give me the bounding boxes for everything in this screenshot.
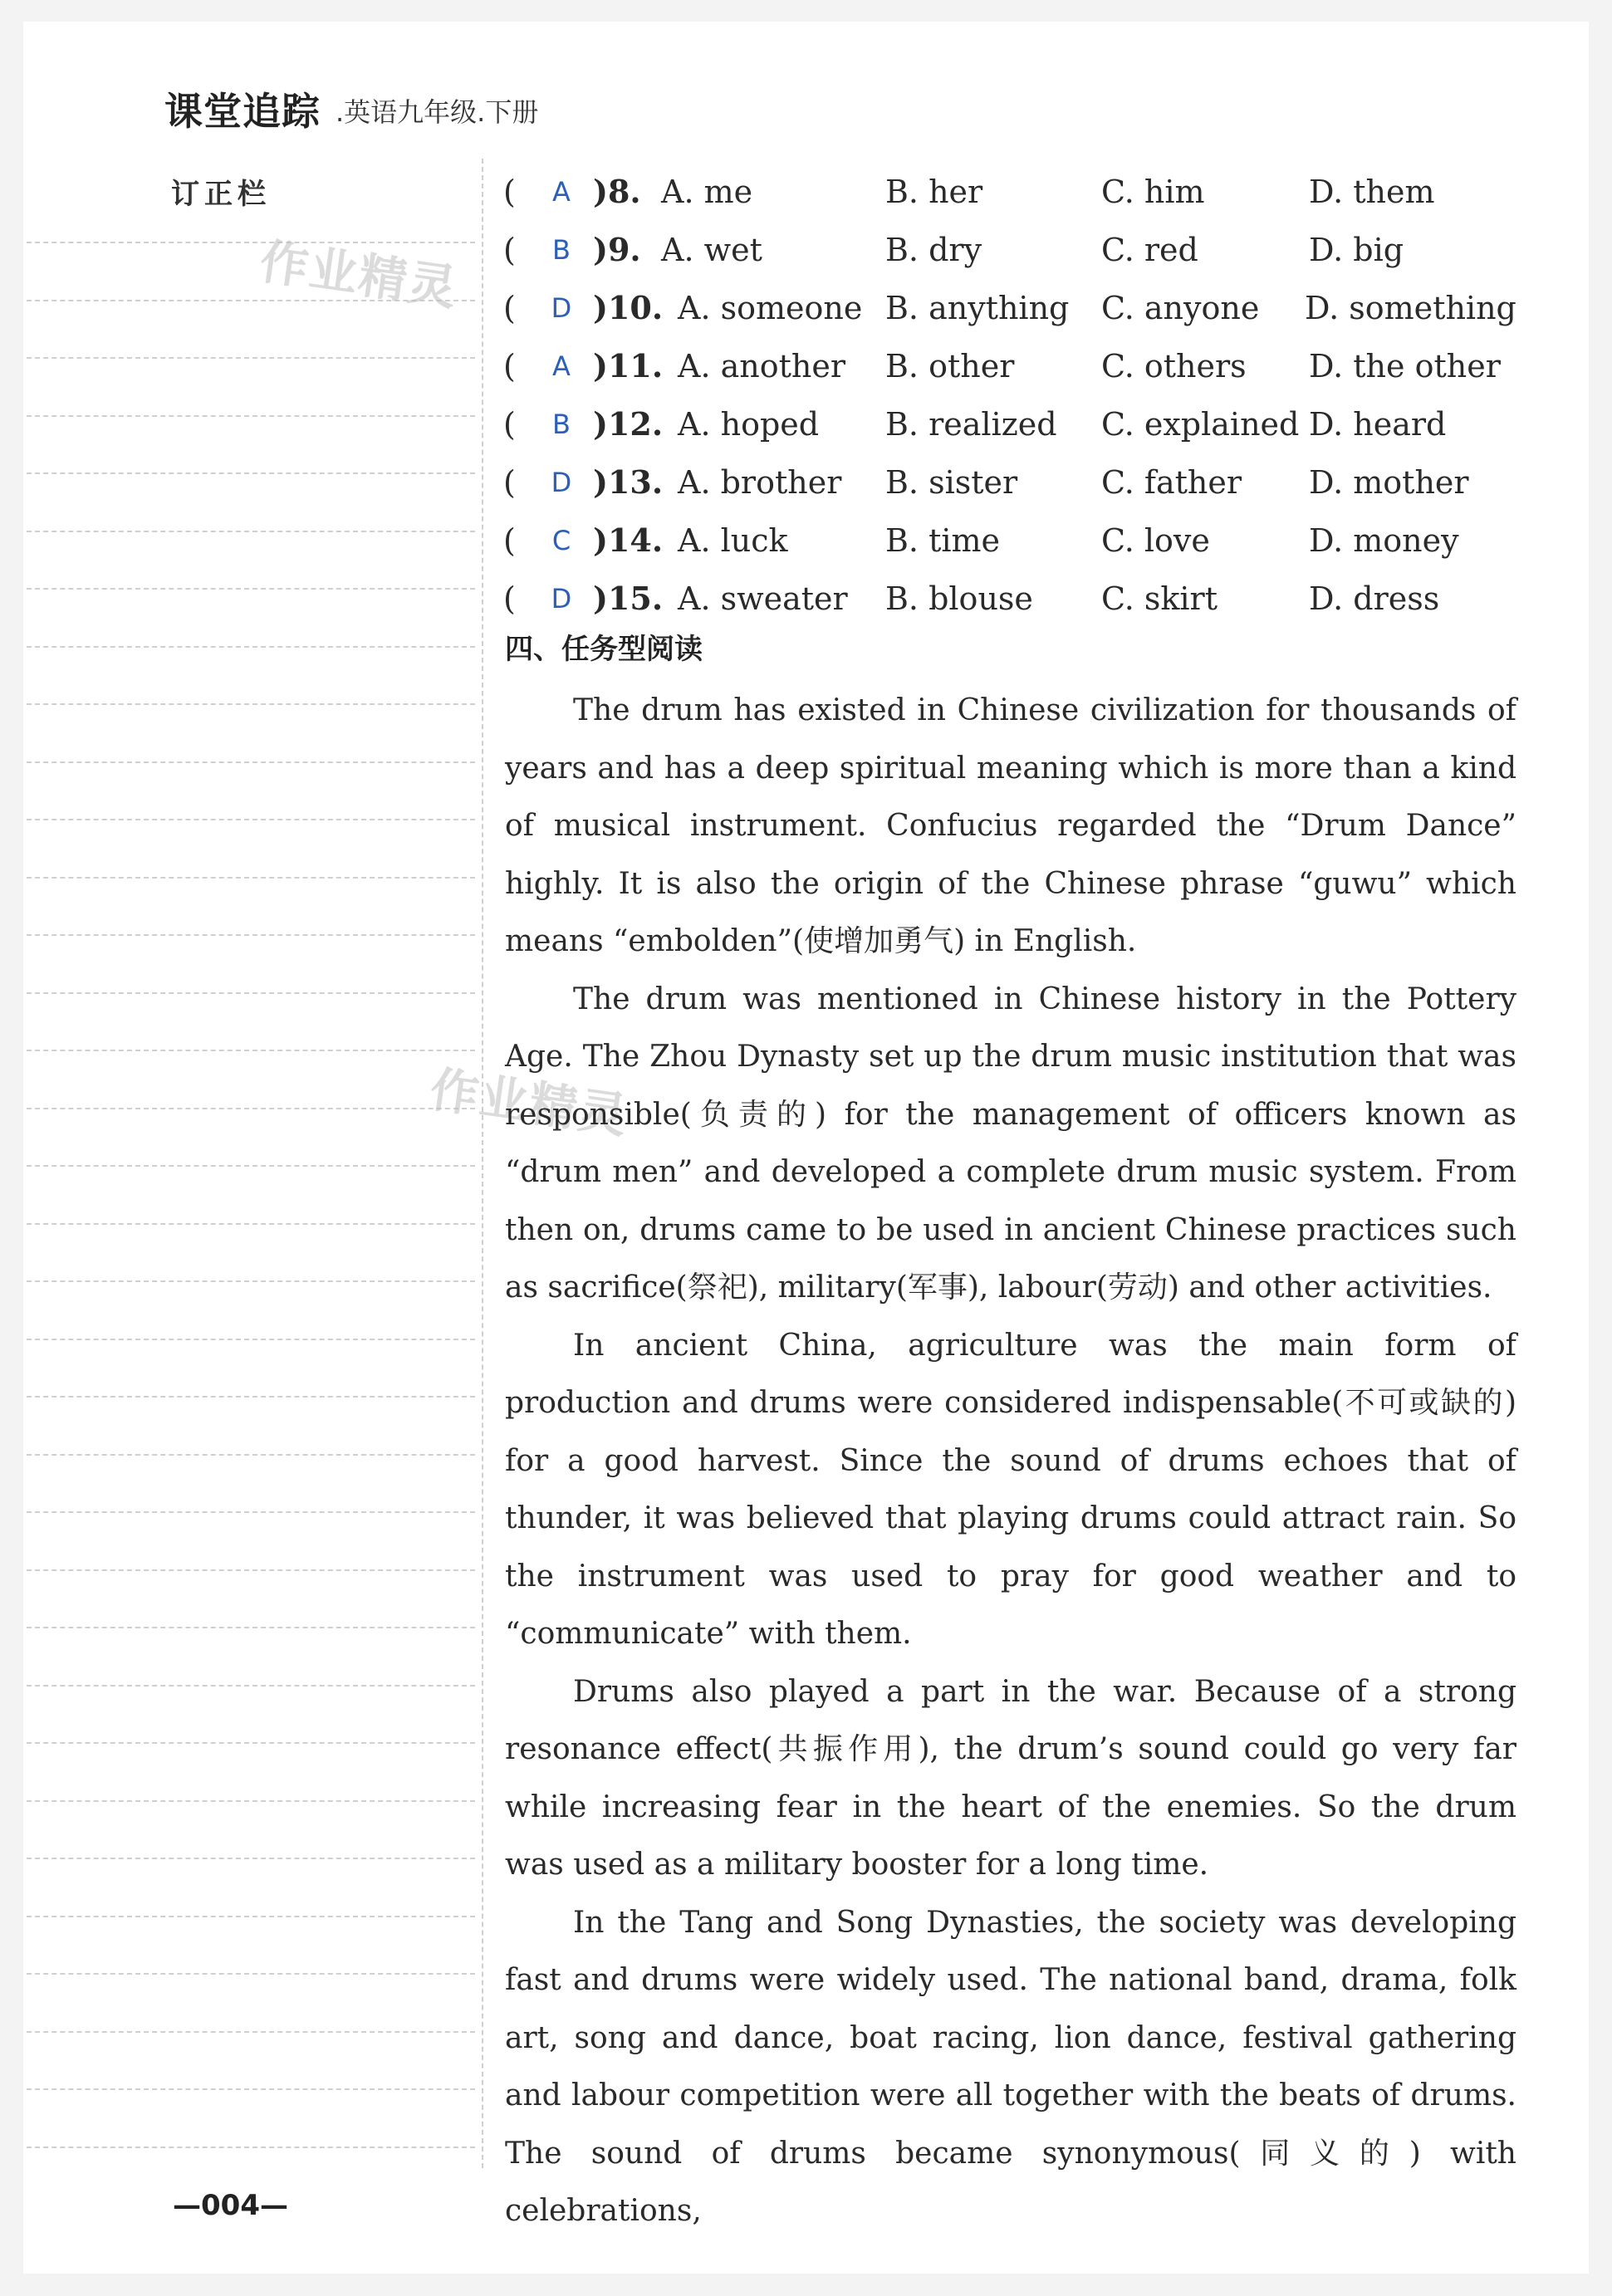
option-b: B. dry: [885, 232, 982, 268]
option-d: D. heard: [1309, 406, 1447, 443]
ruled-line: [27, 934, 475, 936]
ruled-line: [27, 472, 475, 474]
option-a: A. me: [661, 174, 753, 210]
option-a: A. someone: [678, 290, 863, 326]
option-c: C. others: [1101, 348, 1247, 384]
ruled-line: [27, 992, 475, 994]
option-a: A. sweater: [678, 580, 848, 617]
ruled-line: [27, 1280, 475, 1282]
option-a: A. another: [678, 348, 846, 384]
option-b: B. other: [885, 348, 1015, 384]
paragraph: In ancient China, agriculture was the main form of production and drums were considered indispensable(不可或缺的) for a good harvest. Since the sound of drums echoes that of thunder, it was believed that playing drums could attract rain. So the instrument was used to pray for good weather and to “communicate” with them.: [505, 1328, 1516, 1651]
book-subtitle: .英语九年级.下册: [336, 96, 539, 128]
option-c: C. him: [1101, 174, 1205, 210]
option-b: B. time: [885, 522, 1001, 559]
ruled-line: [27, 1223, 475, 1225]
ruled-line: [27, 2147, 475, 2148]
option-d: D. the other: [1309, 348, 1501, 384]
correction-ruled-lines: [27, 22, 475, 2214]
paragraph: In the Tang and Song Dynasties, the society was developing fast and drums were widely used. The national band, drama, folk art, song and dance, boat racing, lion dance, festival gathering and labour competition were all together with the beats of drums. The sound of drums became synonymous(同义的) with celebrations,: [505, 1905, 1516, 2228]
ruled-line: [27, 2088, 475, 2090]
ruled-line: [27, 415, 475, 417]
question-number: )8.: [593, 173, 641, 210]
option-c: C. father: [1101, 464, 1242, 501]
question-list: [503, 163, 1525, 628]
ruled-line: [27, 588, 475, 590]
answer-mark: B: [552, 409, 571, 440]
answer-mark: C: [551, 525, 571, 556]
answer-mark: D: [551, 292, 572, 324]
answer-mark: A: [552, 176, 571, 208]
question-number: )9.: [593, 231, 641, 268]
ruled-line: [27, 1973, 475, 1975]
ruled-line: [27, 1165, 475, 1167]
ruled-line: [27, 531, 475, 532]
question-number: )13.: [593, 463, 664, 501]
ruled-line: [27, 1569, 475, 1571]
ruled-line: [27, 1339, 475, 1340]
answer-mark: B: [552, 234, 571, 266]
option-b: B. anything: [885, 290, 1070, 326]
open-paren: (: [503, 406, 516, 443]
brand-title: 课堂追踪: [164, 89, 321, 134]
question-row: [503, 279, 1525, 337]
answer-mark: D: [551, 467, 572, 498]
question-number: )14.: [593, 521, 664, 559]
ruled-line: [27, 1396, 475, 1398]
option-a: A. luck: [678, 522, 788, 559]
paragraph: Drums also played a part in the war. Because of a strong resonance effect(共振作用), the drum’s sound could go very far while increasing fear in the heart of the enemies. So the drum was used as a military booster for a long time.: [505, 1674, 1516, 1882]
page: [23, 22, 1589, 2274]
question-number: )11.: [593, 347, 664, 384]
option-d: D. them: [1309, 174, 1435, 210]
question-row: [503, 395, 1525, 453]
question-number: )12.: [593, 405, 664, 443]
option-b: B. blouse: [885, 580, 1033, 617]
open-paren: (: [503, 290, 516, 326]
answer-mark: D: [551, 583, 572, 614]
option-c: C. love: [1101, 522, 1210, 559]
option-d: D. money: [1309, 522, 1459, 559]
ruled-line: [27, 1685, 475, 1687]
open-paren: (: [503, 232, 516, 268]
question-row: [503, 570, 1525, 628]
option-a: A. hoped: [678, 406, 820, 443]
question-number: )10.: [593, 289, 664, 326]
open-paren: (: [503, 174, 516, 210]
question-row: [503, 453, 1525, 512]
open-paren: (: [503, 522, 516, 559]
option-c: C. skirt: [1101, 580, 1218, 617]
option-b: B. realized: [885, 406, 1057, 443]
open-paren: (: [503, 348, 516, 384]
option-b: B. her: [885, 174, 983, 210]
option-c: C. anyone: [1101, 290, 1260, 326]
ruled-line: [27, 1858, 475, 1859]
ruled-line: [27, 1916, 475, 1917]
ruled-line: [27, 703, 475, 705]
option-d: D. big: [1309, 232, 1404, 268]
correction-column-label: 订正栏: [171, 178, 271, 211]
question-row: [503, 221, 1525, 279]
option-c: C. red: [1101, 232, 1198, 268]
paragraph: The drum has existed in Chinese civilization for thousands of years and has a deep spiritual meaning which is more than a kind of musical instrument. Confucius regarded the “Drum Dance” highly. It is also the origin of the Chinese phrase “guwu” which means “embolden”(使增加勇气) in English.: [505, 693, 1516, 958]
ruled-line: [27, 2031, 475, 2033]
option-d: D. mother: [1309, 464, 1469, 501]
question-row: [503, 337, 1525, 395]
watermark: 作业精灵: [256, 233, 462, 317]
ruled-line: [27, 357, 475, 359]
option-d: D. something: [1305, 290, 1516, 326]
reading-passage: [505, 682, 1516, 2240]
question-row: [503, 163, 1525, 221]
section-heading: 四、任务型阅读: [505, 633, 703, 666]
watermark: 作业精灵: [426, 1060, 632, 1145]
ruled-line: [27, 1511, 475, 1513]
paragraph: The drum was mentioned in Chinese history in the Pottery Age. The Zhou Dynasty set up the drum music institution that was responsible(负责的) for the management of officers known as “drum men” and developed a complete drum music system. From then on, drums came to be used in ancient Chinese practices such as sacrifice(祭祀), military(军事), labour(劳动) and other activities.: [505, 982, 1516, 1305]
ruled-line: [27, 1108, 475, 1109]
ruled-line: [27, 1742, 475, 1744]
option-b: B. sister: [885, 464, 1018, 501]
option-c: C. explained: [1101, 406, 1300, 443]
ruled-line: [27, 761, 475, 763]
ruled-line: [27, 877, 475, 879]
column-divider: [482, 159, 483, 2168]
option-a: A. brother: [678, 464, 842, 501]
open-paren: (: [503, 580, 516, 617]
ruled-line: [27, 1800, 475, 1802]
open-paren: (: [503, 464, 516, 501]
ruled-line: [27, 819, 475, 820]
option-d: D. dress: [1309, 580, 1440, 617]
ruled-line: [27, 1627, 475, 1628]
option-a: A. wet: [661, 232, 762, 268]
ruled-line: [27, 646, 475, 648]
question-number: )15.: [593, 580, 664, 617]
answer-mark: A: [552, 350, 571, 382]
question-row: [503, 512, 1525, 570]
ruled-line: [27, 1050, 475, 1051]
ruled-line: [27, 1454, 475, 1456]
page-number: —004—: [173, 2189, 288, 2222]
